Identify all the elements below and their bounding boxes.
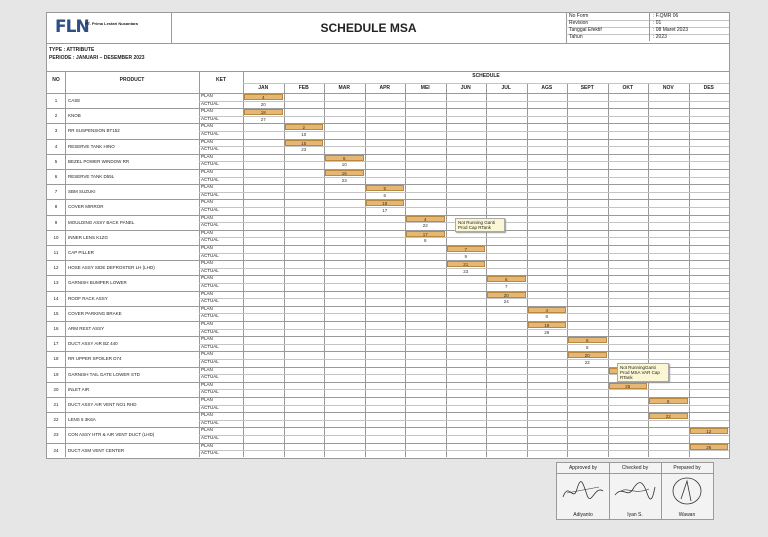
document-header — [47, 13, 729, 44]
product-name: BEZEL POWER WINDOW RR — [68, 158, 130, 164]
actual-label: ACTUAL — [201, 146, 219, 152]
month-label-apr: APR — [379, 85, 391, 91]
actual-label: ACTUAL — [201, 222, 219, 228]
month-label-nov: NOV — [662, 85, 674, 91]
row-divider — [47, 139, 729, 140]
row-number: 15 — [53, 310, 59, 316]
product-name: RR SUSPENSION BT152 — [68, 128, 120, 134]
plan-actual-divider — [199, 192, 729, 193]
plan-actual-divider — [199, 450, 729, 451]
plan-actual-divider — [199, 207, 729, 208]
actual-label: ACTUAL — [201, 358, 219, 364]
plan-actual-divider — [199, 389, 729, 390]
plan-actual-divider — [199, 313, 729, 314]
actual-label: ACTUAL — [201, 404, 219, 410]
plan-label: PLAN — [201, 321, 213, 326]
plan-actual-divider — [199, 344, 729, 345]
row-divider — [47, 397, 729, 398]
plan-actual-divider — [199, 329, 729, 330]
row-number: 8 — [54, 204, 58, 210]
plan-bar: 4 — [244, 94, 283, 100]
product-name: LENS 5 3K6A — [68, 417, 96, 423]
plan-bar: 15 — [285, 140, 324, 146]
product-name: GARNISH BUMPER LOWER — [68, 280, 127, 286]
row-number: 10 — [53, 234, 59, 240]
document-info — [566, 13, 729, 43]
plan-actual-divider — [199, 420, 729, 421]
actual-value: 23 — [341, 177, 347, 183]
doc-info-value: : 2023 — [649, 34, 667, 41]
preparer-signature — [667, 475, 707, 507]
product-name: HOSE ASSY SIDE DEFROSTER LH (LHD) — [68, 265, 155, 271]
type-line: TYPE : ATTRIBUTE — [49, 47, 95, 53]
actual-label: ACTUAL — [201, 389, 219, 395]
actual-label: ACTUAL — [201, 252, 219, 258]
preparer-name: Wawan — [678, 512, 696, 518]
signature-block — [556, 462, 714, 520]
actual-value: 10 — [341, 162, 347, 168]
plan-label: PLAN — [201, 397, 213, 402]
plan-bar: 6 — [487, 276, 526, 282]
month-label-ags: AGS — [541, 85, 553, 91]
product-name: DUCT ASSY AIR BZ 440 — [68, 341, 118, 347]
company-name: PT. Prima Lestari Nusantara — [85, 21, 138, 26]
product-name: COVER PARKING BRAKE — [68, 310, 122, 316]
plan-actual-divider — [199, 161, 729, 162]
plan-bar: 20 — [487, 292, 526, 298]
actual-label: ACTUAL — [201, 100, 219, 106]
plan-label: PLAN — [201, 442, 213, 448]
doc-info-value: : F.QMR 06 — [649, 13, 678, 20]
actual-label: ACTUAL — [201, 419, 219, 425]
plan-actual-divider — [199, 131, 729, 132]
row-divider — [47, 123, 729, 124]
actual-value: 23 — [463, 268, 469, 274]
row-number: 4 — [54, 143, 58, 149]
row-divider — [47, 458, 729, 459]
prepared-label: Prepared by — [661, 463, 713, 474]
row-number: 7 — [54, 189, 58, 195]
product-name: DUCT ASM VENT CENTER — [68, 447, 125, 453]
approved-label: Approved by — [557, 463, 609, 474]
plan-actual-divider — [199, 298, 729, 299]
month-label-mei: MEI — [420, 85, 430, 91]
product-name: RESERVE TANK HINO — [68, 143, 115, 149]
actual-label: ACTUAL — [201, 328, 219, 334]
plan-bar: 16 — [325, 170, 364, 176]
header-no: NO — [52, 77, 60, 83]
row-divider — [47, 427, 729, 428]
plan-bar: 21 — [447, 261, 486, 267]
row-number: 12 — [53, 265, 59, 271]
checked-label: Checked by — [609, 463, 661, 474]
actual-label: ACTUAL — [201, 115, 219, 121]
plan-label: PLAN — [201, 366, 213, 372]
row-divider — [47, 275, 729, 276]
actual-value: 8 — [423, 238, 427, 244]
plan-label: PLAN — [201, 260, 213, 266]
approved-column — [557, 463, 610, 519]
month-label-des: DES — [703, 85, 714, 91]
row-divider — [47, 443, 729, 444]
plan-bar: 18 — [244, 109, 283, 115]
actual-value: 6 — [383, 192, 386, 198]
product-name: INLET AIR — [68, 386, 90, 392]
actual-label: ACTUAL — [201, 313, 219, 319]
plan-actual-divider — [199, 405, 729, 406]
plan-label: PLAN — [201, 108, 213, 114]
plan-label: PLAN — [201, 93, 213, 98]
column-divider — [243, 72, 244, 457]
plan-bar: 22 — [649, 413, 688, 419]
plan-label: PLAN — [201, 351, 213, 357]
product-name: CON ASSY HTR & AIR VENT DUCT (LHD) — [68, 432, 155, 438]
header-schedule: SCHEDULE — [472, 73, 500, 79]
plan-label: PLAN — [201, 427, 213, 433]
plan-bar: 6 — [325, 155, 364, 161]
actual-value: 22 — [584, 360, 590, 365]
plan-label: PLAN — [201, 169, 213, 174]
row-number: 2 — [54, 113, 58, 119]
month-label-okt: OKT — [622, 85, 634, 91]
checked-column — [609, 463, 662, 519]
product-name: MOULDING ASSY BACK PANEL — [68, 219, 135, 225]
schedule-table — [47, 71, 729, 457]
actual-label: ACTUAL — [201, 191, 219, 197]
product-name: INNER LENS K1ZG — [68, 234, 109, 240]
note-not-running-1: Not Running Ganti Prod Cap RTank — [455, 218, 505, 232]
row-divider — [47, 215, 729, 216]
actual-value: 29 — [544, 329, 550, 335]
actual-label: ACTUAL — [201, 450, 219, 456]
plan-bar: 12 — [690, 428, 729, 434]
period-line: PERIODE : JANUARI – DESEMBER 2023 — [49, 55, 145, 61]
product-name: KNOB — [68, 113, 81, 119]
actual-label: ACTUAL — [201, 343, 219, 349]
plan-label: PLAN — [201, 199, 213, 205]
plan-label: PLAN — [201, 229, 213, 235]
row-divider — [47, 169, 729, 170]
doc-info-value: : 01 — [649, 20, 661, 27]
plan-bar: 4 — [528, 307, 567, 313]
plan-actual-divider — [199, 359, 729, 360]
actual-label: ACTUAL — [201, 282, 219, 288]
actual-label: ACTUAL — [201, 237, 219, 243]
actual-label: ACTUAL — [201, 130, 219, 136]
checker-name: Iyan S. — [627, 512, 643, 518]
row-number: 11 — [53, 250, 59, 255]
month-label-mar: MAR — [338, 85, 350, 91]
header-product: PRODUCT — [119, 77, 145, 83]
row-number: 17 — [53, 341, 59, 347]
plan-bar: 5 — [366, 185, 405, 191]
row-number: 9 — [54, 219, 58, 225]
logo-area — [47, 13, 172, 43]
product-name: COVER MIRROR — [68, 204, 104, 210]
doc-info-key: Revision — [569, 20, 589, 26]
row-number: 5 — [54, 158, 58, 164]
month-label-sept: SEPT — [580, 85, 594, 91]
schedule-sheet — [46, 12, 730, 459]
column-divider — [199, 72, 200, 457]
actual-value: 27 — [260, 116, 266, 122]
plan-bar: 26 — [690, 444, 729, 450]
month-label-jan: JAN — [258, 85, 269, 91]
plan-bar: 7 — [447, 246, 486, 252]
plan-label: PLAN — [201, 336, 213, 342]
actual-value: 9 — [464, 253, 467, 259]
actual-value: 20 — [260, 101, 266, 107]
document-title: SCHEDULE MSA — [171, 13, 567, 43]
plan-label: PLAN — [201, 153, 213, 159]
plan-bar: 2 — [285, 124, 324, 130]
row-divider — [47, 230, 729, 231]
plan-actual-divider — [199, 146, 729, 147]
row-number: 18 — [53, 356, 59, 362]
row-divider — [47, 306, 729, 307]
row-divider — [47, 291, 729, 292]
plan-bar: 17 — [406, 231, 445, 237]
row-number: 23 — [53, 432, 59, 438]
product-name: DUCT ASSY AIR VENT NO1 RHD — [68, 402, 137, 407]
plan-label: PLAN — [201, 184, 213, 190]
row-number: 24 — [53, 447, 59, 453]
row-divider — [47, 336, 729, 337]
plan-actual-divider — [199, 283, 729, 284]
prepared-column — [661, 463, 713, 519]
doc-info-key: No Form — [569, 13, 589, 19]
plan-label: PLAN — [201, 245, 213, 250]
actual-value: 8 — [585, 344, 589, 350]
doc-info-key: Tanggal Efektif — [569, 27, 602, 33]
company-logo: FLN — [55, 17, 89, 37]
header-divider — [243, 83, 729, 84]
row-number: 14 — [53, 295, 59, 301]
actual-label: ACTUAL — [201, 161, 219, 167]
plan-actual-divider — [199, 177, 729, 178]
plan-actual-divider — [199, 435, 729, 436]
actual-value: 7 — [504, 284, 508, 289]
product-name: SBM SUZUKI — [68, 189, 96, 195]
product-name: RR UPPER SPOILER D74 — [68, 356, 122, 362]
actual-value: 17 — [382, 208, 388, 213]
header-bottom — [47, 93, 729, 94]
plan-bar: 6 — [568, 337, 607, 343]
row-divider — [47, 108, 729, 109]
row-divider — [47, 351, 729, 352]
approver-name: Adiyanto — [573, 512, 593, 518]
actual-label: ACTUAL — [201, 434, 219, 440]
product-name: ARM REST ASSY — [68, 326, 105, 331]
row-divider — [47, 260, 729, 261]
doc-info-key: Tahun — [569, 34, 583, 40]
month-label-jul: JUL — [501, 85, 511, 91]
month-label-feb: FEB — [298, 85, 309, 91]
actual-value: 23 — [301, 147, 307, 153]
plan-actual-divider — [199, 237, 729, 238]
doc-info-value: : 08 Maret 2023 — [649, 27, 688, 34]
note-not-running-2: Not RunningGanti Prod MSA VAR Cap RTank — [617, 363, 669, 382]
actual-label: ACTUAL — [201, 374, 219, 380]
row-number: 22 — [53, 417, 59, 423]
actual-label: ACTUAL — [201, 298, 219, 304]
plan-label: PLAN — [201, 412, 213, 418]
plan-label: PLAN — [201, 275, 213, 281]
row-divider — [47, 321, 729, 322]
row-divider — [47, 154, 729, 155]
header-ket: KET — [216, 77, 226, 83]
plan-label: PLAN — [201, 123, 213, 129]
row-number: 3 — [54, 128, 58, 134]
plan-label: PLAN — [201, 381, 213, 387]
approver-signature — [561, 477, 605, 505]
plan-bar: 8 — [649, 398, 688, 404]
plan-bar: 20 — [568, 352, 607, 358]
row-number: 13 — [53, 280, 59, 286]
actual-label: ACTUAL — [201, 176, 219, 182]
product-name: RESERVE TANK D55L — [68, 174, 115, 179]
product-name: CASE — [68, 98, 81, 103]
plan-bar: 25 — [609, 383, 648, 389]
row-divider — [47, 245, 729, 246]
actual-label: ACTUAL — [201, 267, 219, 273]
product-name: CAP PILLER — [68, 250, 94, 255]
plan-label: PLAN — [201, 290, 213, 296]
plan-label: PLAN — [201, 138, 213, 144]
actual-label: ACTUAL — [201, 206, 219, 212]
actual-value: 10 — [301, 132, 307, 137]
column-divider — [65, 72, 66, 457]
actual-value: 22 — [422, 223, 428, 229]
row-number: 19 — [53, 371, 59, 377]
row-number: 1 — [54, 98, 58, 103]
product-name: GARNISH TAIL GATE LOWER STD — [68, 371, 140, 377]
plan-label: PLAN — [201, 305, 213, 311]
row-divider — [47, 412, 729, 413]
month-label-jun: JUN — [460, 85, 471, 91]
plan-bar: 18 — [528, 322, 567, 328]
checker-signature — [613, 477, 657, 505]
row-number: 16 — [53, 326, 59, 331]
row-number: 21 — [53, 402, 59, 407]
product-name: ROOF RACK ASSY — [68, 295, 108, 301]
actual-value: 8 — [545, 314, 548, 320]
actual-value: 24 — [503, 299, 509, 305]
plan-bar: 4 — [406, 216, 445, 222]
row-number: 6 — [54, 174, 58, 179]
plan-bar: 19 — [366, 200, 405, 206]
row-number: 20 — [53, 386, 59, 392]
plan-label: PLAN — [201, 214, 213, 220]
